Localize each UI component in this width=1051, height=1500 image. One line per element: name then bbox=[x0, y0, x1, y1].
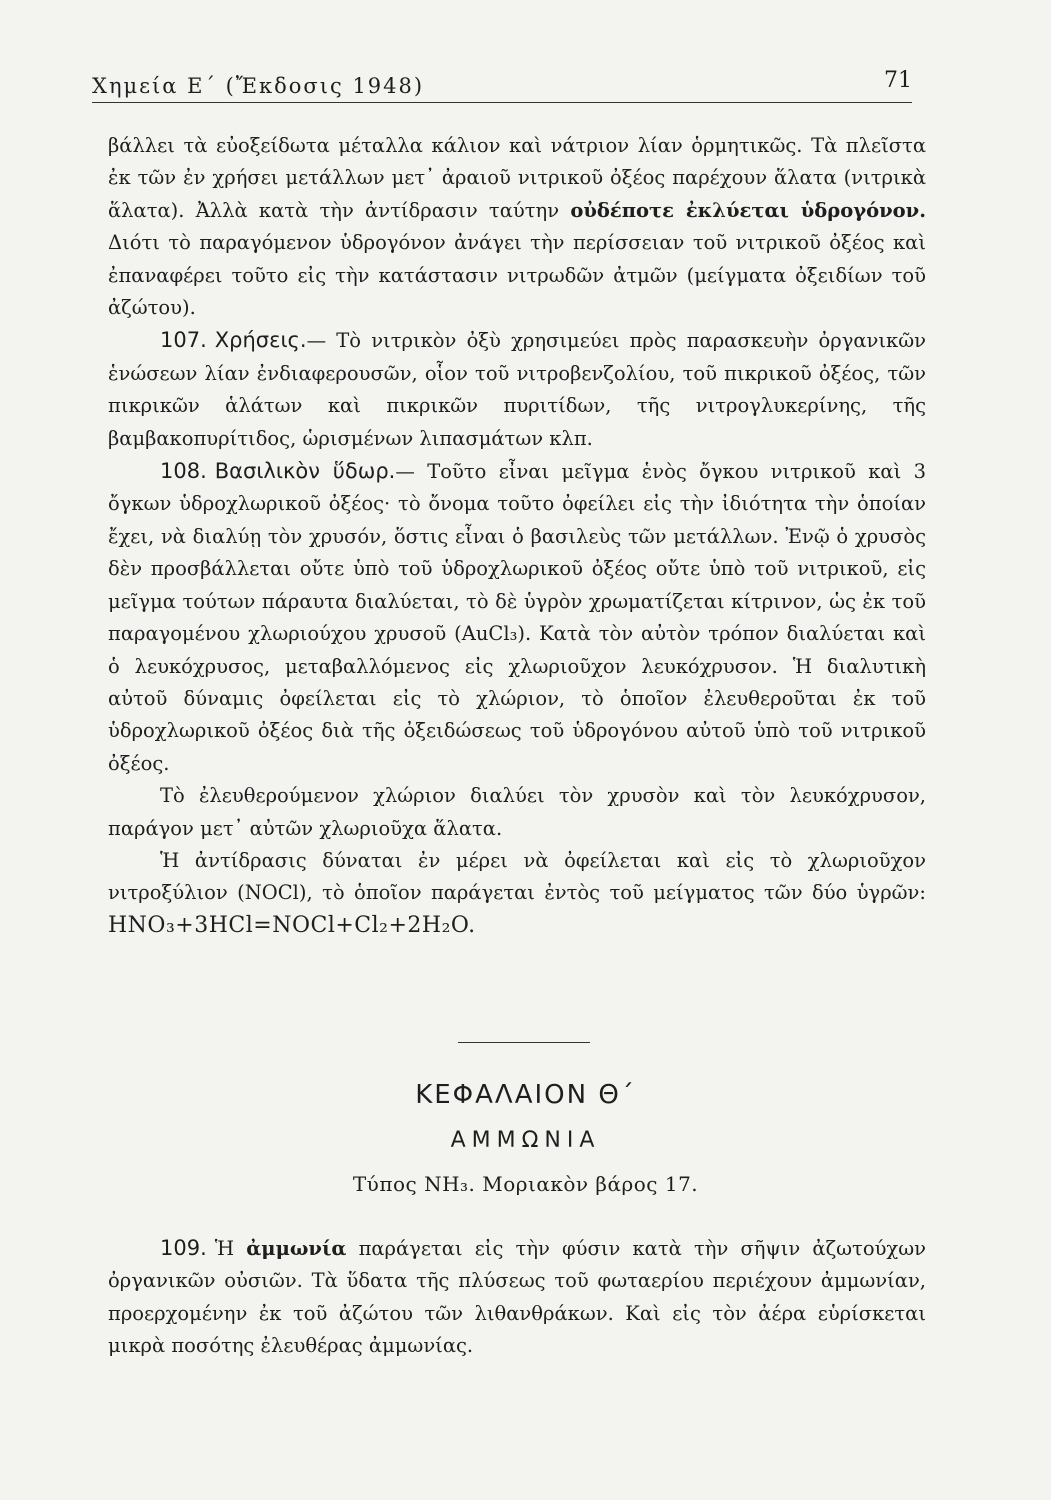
section-text: — Τοῦτο εἶναι μεῖγμα ἑνὸς ὄγκου νιτρικοῦ καὶ 3 ὄγκων ὑδροχλωρικοῦ ὀξέος· τὸ ὄνομα τοῦτο ὀφείλει εἰς τὴν ἰδιότητα τὴν ὁποίαν ἔχει, νὰ διαλύῃ τὸν χρυσόν, ὅστις εἶναι ὁ βασιλεὺς τῶν μετάλλων. Ἐνῷ ὁ χρυσὸς δὲν προσβάλλεται οὔτε ὑπὸ τοῦ ὑδροχλωρικοῦ ὀξέος οὔτε ὑπὸ τοῦ νιτρικοῦ, εἰς μεῖγμα τούτων πάραυτα διαλύεται, τὸ δὲ ὑγρὸν χρωματίζεται κίτρινον, ὡς ἐκ τοῦ παραγομένου χλωριούχου χρυσοῦ (AuCl₃). Κατὰ τὸν αὐτὸν τρόπον διαλύεται καὶ ὁ λευκόχρυσος, μεταβαλλόμενος εἰς χλωριοῦχον λευκόχρυσον. Ἡ διαλυτικὴ αὐτοῦ δύναμις ὀφείλεται εἰς τὸ χλώριον, τὸ ὁποῖον ἐλευθεροῦται ἐκ τοῦ ὑδροχλωρικοῦ ὀξέος διὰ τῆς ὀξειδώσεως τοῦ ὑδρογόνου αὐτοῦ ὑπὸ τοῦ νιτρικοῦ ὀξέος. bbox=[108, 460, 926, 775]
section-title: Βασιλικὸν ὕδωρ. bbox=[214, 459, 396, 484]
section-text: — Τὸ νιτρικὸν ὀξὺ χρησιμεύει πρὸς παρασκευὴν ὀργανικῶν ἑνώσεων λίαν ἐνδιαφερουσῶν, οἷον τοῦ νιτροβενζολίου, τοῦ πικρικοῦ ὀξέος, τῶν πικρικῶν ἁλάτων καὶ πικρικῶν πυριτίδων, τῆς νιτρογλυκερίνης, τῆς βαμβακοπυρίτιδος, ὡρισμένων λιπασμάτων κλπ. bbox=[108, 329, 926, 450]
chapter-subject: ΑΜΜΩΝΙΑ bbox=[450, 1128, 601, 1153]
chemical-equation: HNO₃+3HCl=NOCl+Cl₂+2H₂O. bbox=[108, 912, 476, 938]
section-107-uses bbox=[108, 324, 926, 455]
section-title: Χρήσεις. bbox=[214, 328, 307, 353]
divider-rule bbox=[458, 1042, 590, 1043]
paragraph-text: βάλλει τὰ εὐοξείδωτα μέταλλα κάλιον καὶ νάτριον λίαν ὁρμητικῶς. Τὰ πλεῖστα ἐκ τῶν ἐν χρήσει μετάλλων μετ᾽ ἀραιοῦ νιτρικοῦ ὀξέος παρέχουν ἅλατα (νιτρικὰ ἅλατα). Ἀλλὰ κατὰ τὴν ἀντίδρασιν ταύτην bbox=[108, 134, 926, 222]
section-108-aqua-regia bbox=[108, 455, 926, 780]
running-title: Χημεία Ε΄ (Ἔκδοσις 1948) bbox=[92, 74, 425, 98]
paragraph-text: Ἡ ἀντίδρασις δύναται ἐν μέρει νὰ ὀφείλεται καὶ εἰς τὸ χλωριοῦχον νιτροξύλιον (NOCl), τὸ ὁποῖον παράγεται ἐντὸς τοῦ μείγματος τῶν δύο ὑγρῶν: bbox=[108, 848, 926, 905]
main-text bbox=[108, 130, 926, 942]
formula-line: Τύπος NH₃. Μοριακὸν βάρος 17. bbox=[352, 1172, 699, 1196]
section-lead: Ἡ bbox=[214, 1237, 235, 1260]
emphasis-hydrogen-never-released: οὐδέποτε ἐκλύεται ὑδρογόνον. bbox=[570, 198, 926, 222]
section-number: 108. bbox=[160, 459, 207, 484]
paragraph-text: Διότι τὸ παραγόμενον ὑδρογόνον ἀνάγει τὴν περίσσειαν τοῦ νιτρικοῦ ὀξέος καὶ ἐπαναφέρει τοῦτο εἰς τὴν κατάστασιν νιτρωδῶν ἀτμῶν (μείγματα ὀξειδίων τοῦ ἀζώτου). bbox=[108, 231, 926, 320]
page-number: 71 bbox=[884, 68, 912, 93]
paragraph-chlorine: Τὸ ἐλευθερούμενον χλώριον διαλύει τὸν χρυσὸν καὶ τὸν λευκόχρυσον, παράγον μετ᾽ αὐτῶν χλωριοῦχα ἅλατα. bbox=[108, 784, 926, 840]
section-number: 107. bbox=[160, 328, 207, 353]
section-109-ammonia bbox=[108, 1232, 926, 1363]
bold-term-ammonia: ἀμμωνία bbox=[246, 1237, 347, 1260]
paragraph-reaction bbox=[108, 845, 926, 942]
page-header bbox=[92, 66, 912, 103]
chapter-title: ΚΕΦΑΛΑΙΟΝ Θ΄ bbox=[415, 1080, 636, 1110]
section-number: 109. bbox=[160, 1236, 207, 1260]
paragraph-nitric-acid-reaction bbox=[108, 130, 926, 324]
section-text: παράγεται εἰς τὴν φύσιν κατὰ τὴν σῆψιν ἀζωτούχων ὀργανικῶν οὐσιῶν. Τὰ ὕδατα τῆς πλύσεως τοῦ φωταερίου περιέχουν ἀμμωνίαν, προερχομένην ἐκ τοῦ ἀζώτου τῶν λιθανθράκων. Καὶ εἰς τὸν ἀέρα εὑρίσκεται μικρὰ ποσότης ἐλευθέρας ἀμμωνίας. bbox=[108, 1237, 926, 1358]
chapter-text bbox=[108, 1232, 926, 1363]
